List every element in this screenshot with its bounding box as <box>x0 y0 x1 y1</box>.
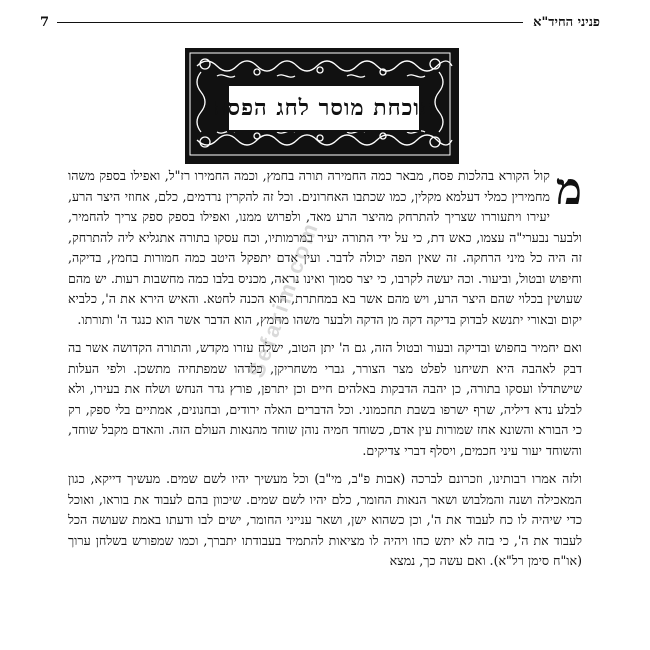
running-head: פניני החיד"א <box>533 15 600 30</box>
drop-cap: מ <box>555 164 582 215</box>
ornamental-title-frame <box>185 48 459 164</box>
body-text <box>68 166 582 580</box>
watermark: Sefarim.com <box>243 217 324 382</box>
page-title: תוכחת מוסר לחג הפסח <box>213 95 435 121</box>
title-box <box>213 84 435 132</box>
paragraph-3: ולזה אמרו רבותינו, וזכרונם לברכה (אבות פ"ב, מי"ב) וכל מעשיך יהיו לשם שמים. מעשיך דייקא, כגון המאכילה ושנה והמלבוש ושאר הנאות החומר, כלם יהיו לשם שמים. שיכוון בהם לעבוד את בוראו, ואוכל כדי שיהיה לו כח לעבוד את ה', וכן כשהוא ישן, ושאר ענייני החומר, ישים לבו ודעתו באמת שעושה הכל לעבוד את ה', כי בזה לא יתש כחו ויהיה לו מציאות להתמיד בעבודתו יתברך, וכמו שמפורש בשלחן ערוך (או"ח סימן רל"א). ואם עשה כך, נמצא <box>68 471 582 568</box>
paragraph-1-text: קול הקורא בהלכות פסח, מבאר כמה החמירה תורה בחמץ, וכמה החמירו רז"ל, ואפילו בספק משהו מחמירין כמלי דעלמא מקלין, כמו שכתבו האחרונים. וכל זה להקרין נרדמים, כלם, אחוזי היצר הרע, יעירו ויתעוררו שצריך להתרחק מהיצר הרע מאד, ולפרוש ממנו, ואפילו בספק ספק צריך להחמיר, ולבער נבערי"ה עצמו, כאש דת, כי על ידי התורה יעיר במרמותיו, וכח עסקו בתורה אתגליא ליה להתרחק, זה היה כל מיני הרחקה. זה שאין הפה יכולה לדבר. ועין אדם יתפקל היטב כמה חמורות בחמץ, בדיקה, וחיפוש ובטול, וביעור. וכה יעשה לקרבו, כי יצר סמוך ואינו נראה, מכניס בלבו כמה מחשבות רעות. יש מהם שעושין בכלוי שהם היצר הרע, ויש מהם אשר בא במחתרת, הוא הכנה לחטא. והאיש הירא את ה', כלביא יקום ובאורי יתנשא לבדוק בדיקה דקה מן הדקה ולבער משהו מחמץ, הוא הדבר אשר הוא כנגד ה' ותורתו. <box>68 168 582 327</box>
page-header <box>40 10 600 34</box>
page-number: 7 <box>40 14 50 30</box>
paragraph-2: ואם יחמיר בחפוש ובדיקה ובעור ובטול הזה, גם ה' יתן הטוב, ישלח עזרו מקדש, והתורה הקדושה אשר בה דבק לאהבה היא תשיחנו לפלט מצר הצורר, גברי משחריקן, כלדהו שמפתחיה מתשכן. ולפי העלות שישתדלו ועסקו בתורה, כן יהבה הדבקות באלהים חיים וכן יתרפן, פורץ גדר הנחש ושלח את בעירו, ולא לבלע נדא דיליה, שרף ישרפו בשבת תחכמוני. וכל הדברים האלה ירודים, ובחנונים, אמתיים בלי ספק, רק כי הבורא והשונא אחז שמורות עין אדם, כשוחד חמיה נוהן שוחד מהנאות העולם הזה. והאדם מקבל שוחד, והשוחד יעור עיני חכמים, ויסלף דברי צדיקים. <box>68 340 582 458</box>
book-page <box>40 0 600 650</box>
header-rule <box>57 22 523 23</box>
